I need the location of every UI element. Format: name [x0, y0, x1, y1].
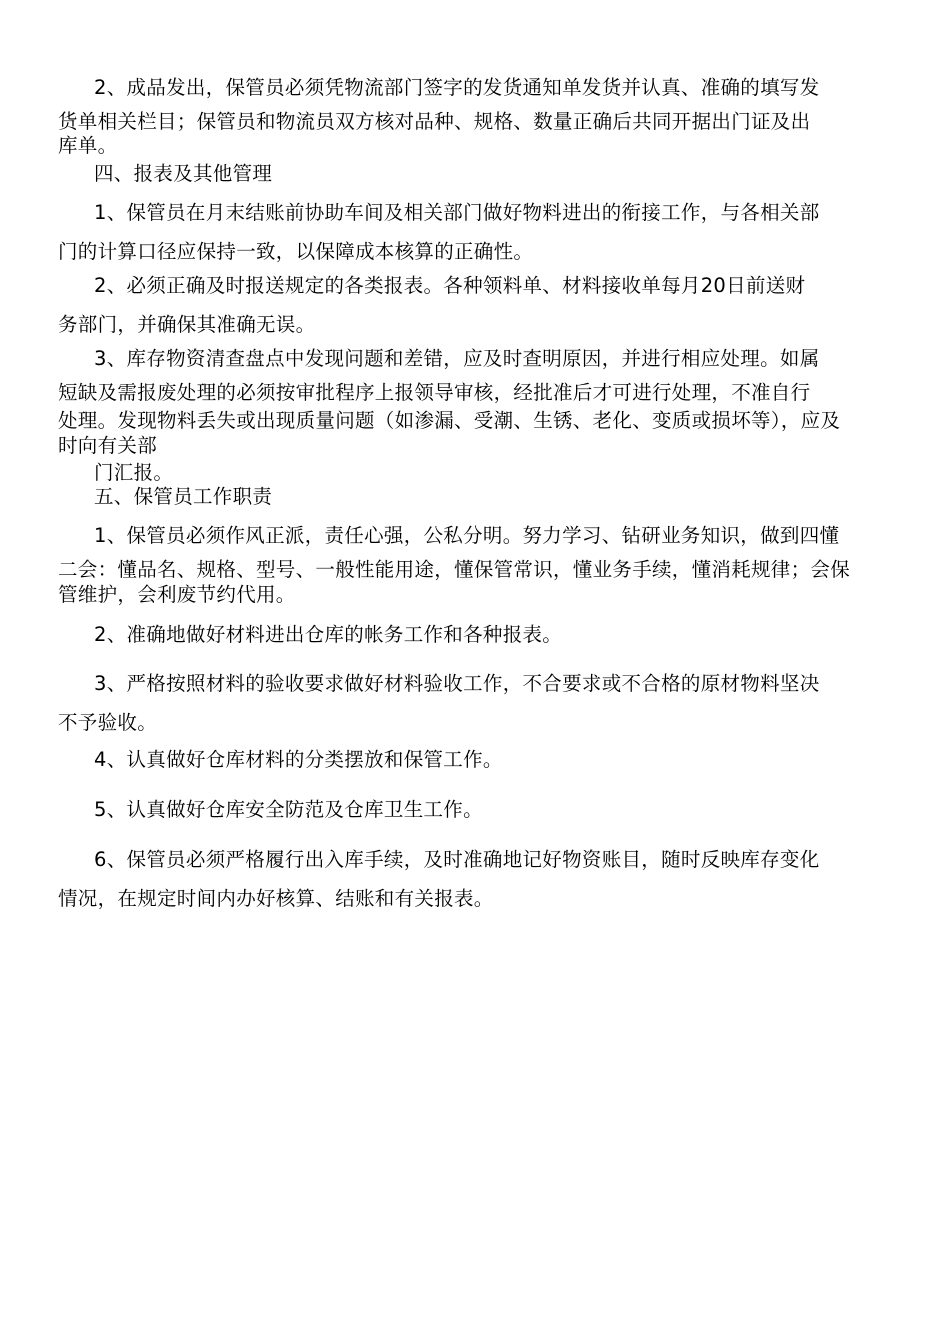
- section-heading-duties: [58, 484, 892, 509]
- text-line: 3、库存物资清查盘点中发现问题和差错，应及时查明原因，并进行相应处理。如属: [94, 347, 820, 370]
- text-line: 不予验收。: [58, 711, 158, 734]
- heading-text: 四、报表及其他管理: [94, 162, 273, 185]
- text-line: 1、保管员必须作风正派，责任心强，公私分明。努力学习、钻研业务知识，做到四懂: [94, 524, 840, 547]
- text-line: 货单相关栏目；保管员和物流员双方核对品种、规格、数量正确后共同开据出门证及出: [58, 110, 811, 133]
- text-line: 门的计算口径应保持一致，以保障成本核算的正确性。: [58, 240, 534, 263]
- paragraph-records: [58, 840, 892, 918]
- paragraph-month-end-closing: [58, 193, 892, 271]
- text-line: 短缺及需报废处理的必须按审批程序上报领导审核，经批准后才可进行处理，不准自行: [58, 381, 811, 404]
- text-line: 处理。发现物料丢失或出现质量问题（如渗漏、受潮、生锈、老化、变质或损坏等），应及: [58, 409, 841, 432]
- paragraph-finished-goods-dispatch: [58, 68, 892, 155]
- text-line: 3、严格按照材料的验收要求做好材料验收工作，不合要求或不合格的原材物料坚决: [94, 672, 820, 695]
- text-line: 2、成品发出，保管员必须凭物流部门签字的发货通知单发货并认真、准确的填写发: [94, 76, 820, 99]
- text-line: 4、认真做好仓库材料的分类摆放和保管工作。: [94, 748, 503, 771]
- text-line: 管维护，会利废节约代用。: [58, 583, 296, 606]
- text-line: 6、保管员必须严格履行出入库手续，及时准确地记好物资账目，随时反映库存变化: [94, 848, 820, 871]
- paragraph-report-submission: [58, 266, 892, 344]
- text-line: 2、准确地做好材料进出仓库的帐务工作和各种报表。: [94, 623, 563, 646]
- paragraph-accounting: [58, 615, 892, 654]
- text-line: 1、保管员在月末结账前协助车间及相关部门做好物料进出的衔接工作，与各相关部: [94, 201, 820, 224]
- paragraph-safety: [58, 790, 892, 829]
- heading-text: 五、保管员工作职责: [94, 485, 273, 508]
- text-line: 情况，在规定时间内办好核算、结账和有关报表。: [58, 887, 494, 910]
- paragraph-conduct: [58, 516, 892, 605]
- text-line: 2、必须正确及时报送规定的各类报表。各种领料单、材料接收单每月20日前送财: [94, 274, 806, 297]
- paragraph-inventory-check: [58, 339, 892, 458]
- text-line: 库单。: [58, 134, 118, 157]
- text-line: 务部门，并确保其准确无误。: [58, 313, 316, 336]
- paragraph-storage: [58, 740, 892, 779]
- section-heading-reports: [58, 161, 892, 186]
- text-line: 门汇报。: [94, 461, 174, 484]
- text-line: 时向有关部: [58, 434, 158, 457]
- text-line: 5、认真做好仓库安全防范及仓库卫生工作。: [94, 798, 483, 821]
- text-line: 二会：懂品名、规格、型号、一般性能用途，懂保管常识，懂业务手续，懂消耗规律；会保: [58, 558, 851, 581]
- paragraph-inventory-check-continued: [58, 460, 892, 485]
- paragraph-inspection: [58, 664, 892, 742]
